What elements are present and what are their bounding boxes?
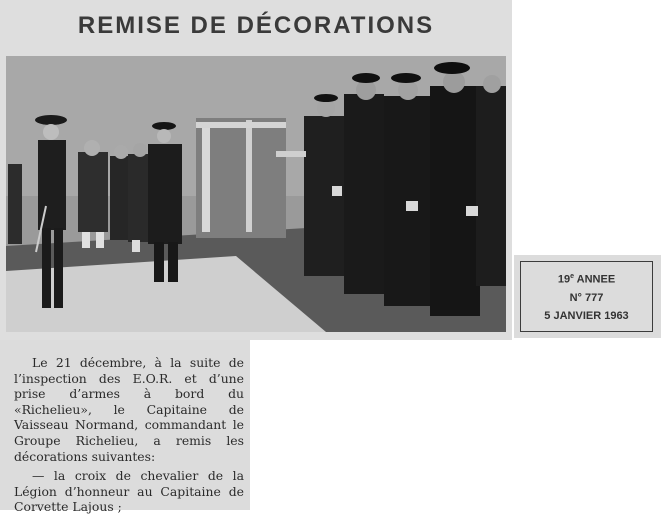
ceremony-photo	[6, 56, 506, 332]
issue-year	[521, 268, 652, 289]
issue-number: N° 777	[569, 291, 604, 304]
issue-year-word: ANNEE	[574, 273, 616, 286]
issue-year-superscript: e	[570, 273, 574, 280]
article-paragraph: Le 21 décembre, à la suite de l’inspection des E.O.R. et d’une prise d’armes à bord du «Richelieu», le Capitaine de Vaisseau Normand, commandant le Groupe Richelieu, a remis les décorations suivantes:	[14, 355, 244, 464]
headline: REMISE DE DÉCORATIONS	[77, 12, 435, 39]
issue-year-number: 19	[557, 273, 571, 286]
article-list-item: — la croix de chevalier de la Légion d’honneur au Capitaine de Corvette Lajous ;	[14, 468, 244, 515]
ceremony-photo-drawing	[6, 56, 506, 332]
issue-info-box	[514, 255, 661, 338]
issue-date: 5 JANVIER 1963	[544, 309, 629, 322]
article-text	[14, 355, 244, 515]
issue-info-frame	[520, 261, 653, 332]
sailors-group	[78, 140, 152, 252]
